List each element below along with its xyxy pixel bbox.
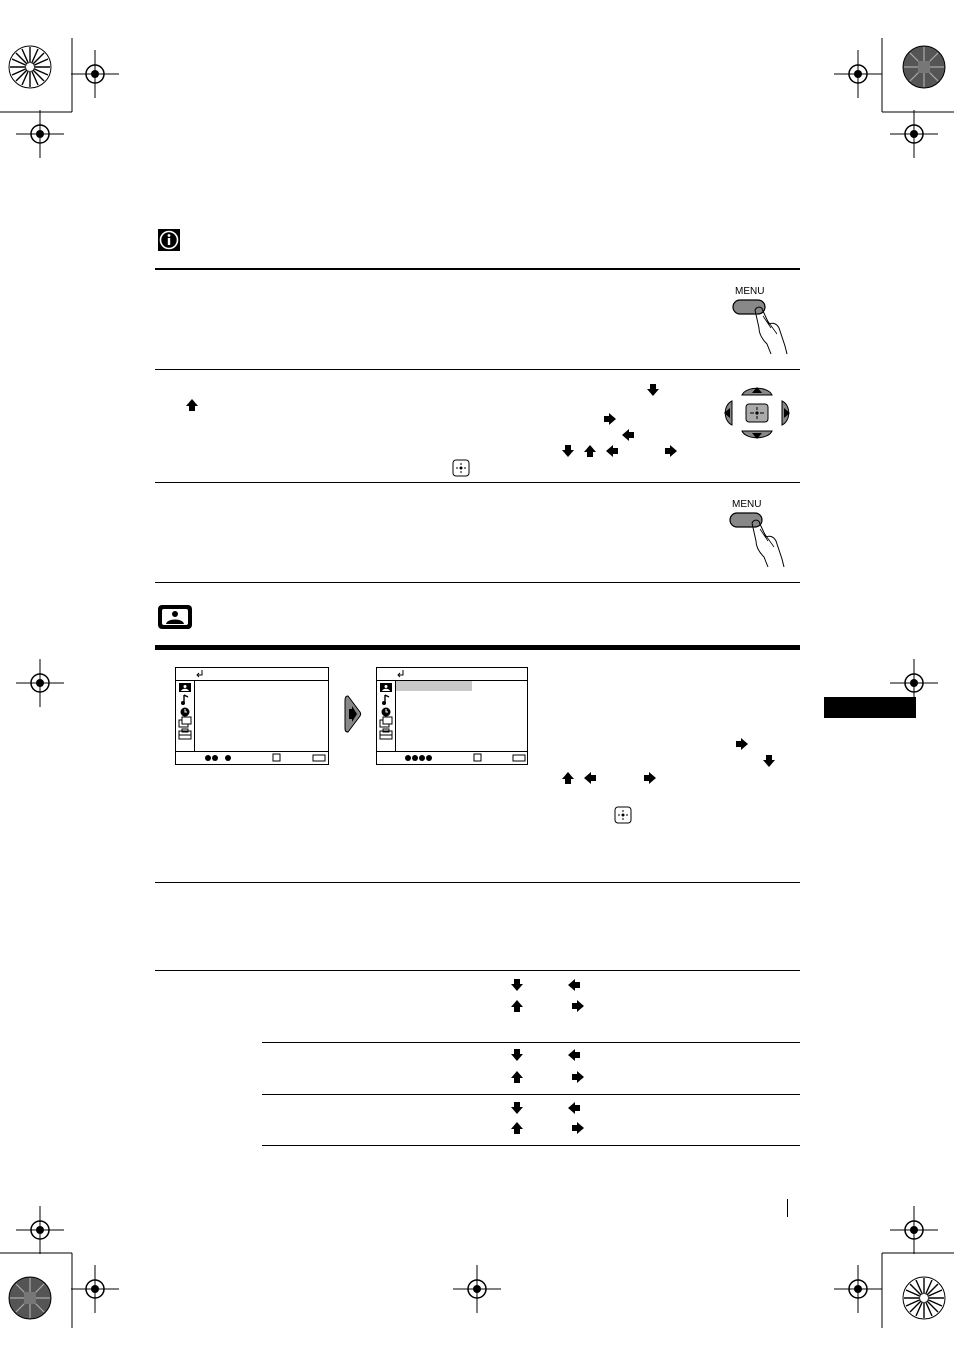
menu-status-bar — [377, 751, 527, 764]
divider-1 — [155, 268, 800, 270]
arrow-right-icon — [571, 999, 585, 1013]
arrow-right-icon — [643, 771, 657, 785]
arrow-left-icon — [605, 444, 619, 458]
arrow-up-icon — [583, 444, 597, 458]
menu-title-bar — [377, 668, 527, 681]
info-icon — [157, 228, 181, 252]
arrow-left-icon — [621, 428, 635, 442]
table-rule-1 — [262, 1042, 800, 1043]
ok-button-icon — [614, 806, 632, 824]
arrow-up-icon — [510, 999, 524, 1013]
page-number-rule — [787, 1199, 788, 1217]
arrow-down-icon — [646, 383, 660, 397]
menu-icon-column — [377, 680, 396, 752]
menu-screen-after — [376, 667, 528, 765]
menu-screen-before — [175, 667, 329, 765]
menu-status-bar — [176, 751, 328, 764]
arrow-right-icon — [603, 412, 617, 426]
arrow-right-icon — [571, 1070, 585, 1084]
arrow-left-icon — [567, 1048, 581, 1062]
hand-press-icon — [722, 507, 792, 569]
arrow-right-icon — [571, 1121, 585, 1135]
menu-button-illustration-1 — [725, 284, 795, 356]
return-icon — [397, 670, 405, 678]
picture-section-rule — [155, 645, 800, 650]
dpad-illustration — [720, 383, 794, 443]
menu-category-icons — [178, 682, 192, 740]
arrow-up-icon — [510, 1121, 524, 1135]
chapter-tab — [824, 697, 916, 718]
arrow-down-icon — [510, 1048, 524, 1062]
nav-hint-icons — [377, 753, 527, 763]
divider-3 — [155, 482, 800, 483]
divider-5 — [155, 882, 800, 883]
menu-button-illustration-2 — [722, 497, 792, 569]
arrow-down-icon — [510, 978, 524, 992]
hand-press-icon — [725, 294, 795, 356]
arrow-down-icon — [762, 754, 776, 768]
arrow-right-icon — [735, 737, 749, 751]
arrow-left-icon — [567, 978, 581, 992]
nav-hint-icons — [176, 753, 328, 763]
arrow-down-icon — [561, 444, 575, 458]
table-rule-2 — [262, 1094, 800, 1095]
menu-icon-column — [176, 680, 195, 752]
arrow-up-icon — [561, 771, 575, 785]
arrow-left-icon — [567, 1101, 581, 1115]
divider-2 — [155, 369, 800, 370]
arrow-down-icon — [510, 1101, 524, 1115]
table-rule-3 — [262, 1145, 800, 1146]
next-step-arrow-icon — [344, 695, 362, 733]
menu-button-label: MENU — [732, 499, 762, 510]
divider-6 — [155, 970, 800, 971]
divider-4 — [155, 582, 800, 583]
arrow-up-icon — [510, 1070, 524, 1084]
ok-button-icon — [452, 459, 470, 477]
menu-button-label: MENU — [735, 286, 765, 297]
arrow-right-icon — [664, 444, 678, 458]
arrow-left-icon — [583, 771, 597, 785]
menu-highlight-bar — [396, 681, 472, 691]
return-icon — [196, 670, 204, 678]
menu-title-bar — [176, 668, 328, 681]
arrow-up-icon — [185, 398, 199, 412]
picture-menu-icon — [157, 604, 193, 630]
menu-category-icons — [379, 682, 393, 740]
